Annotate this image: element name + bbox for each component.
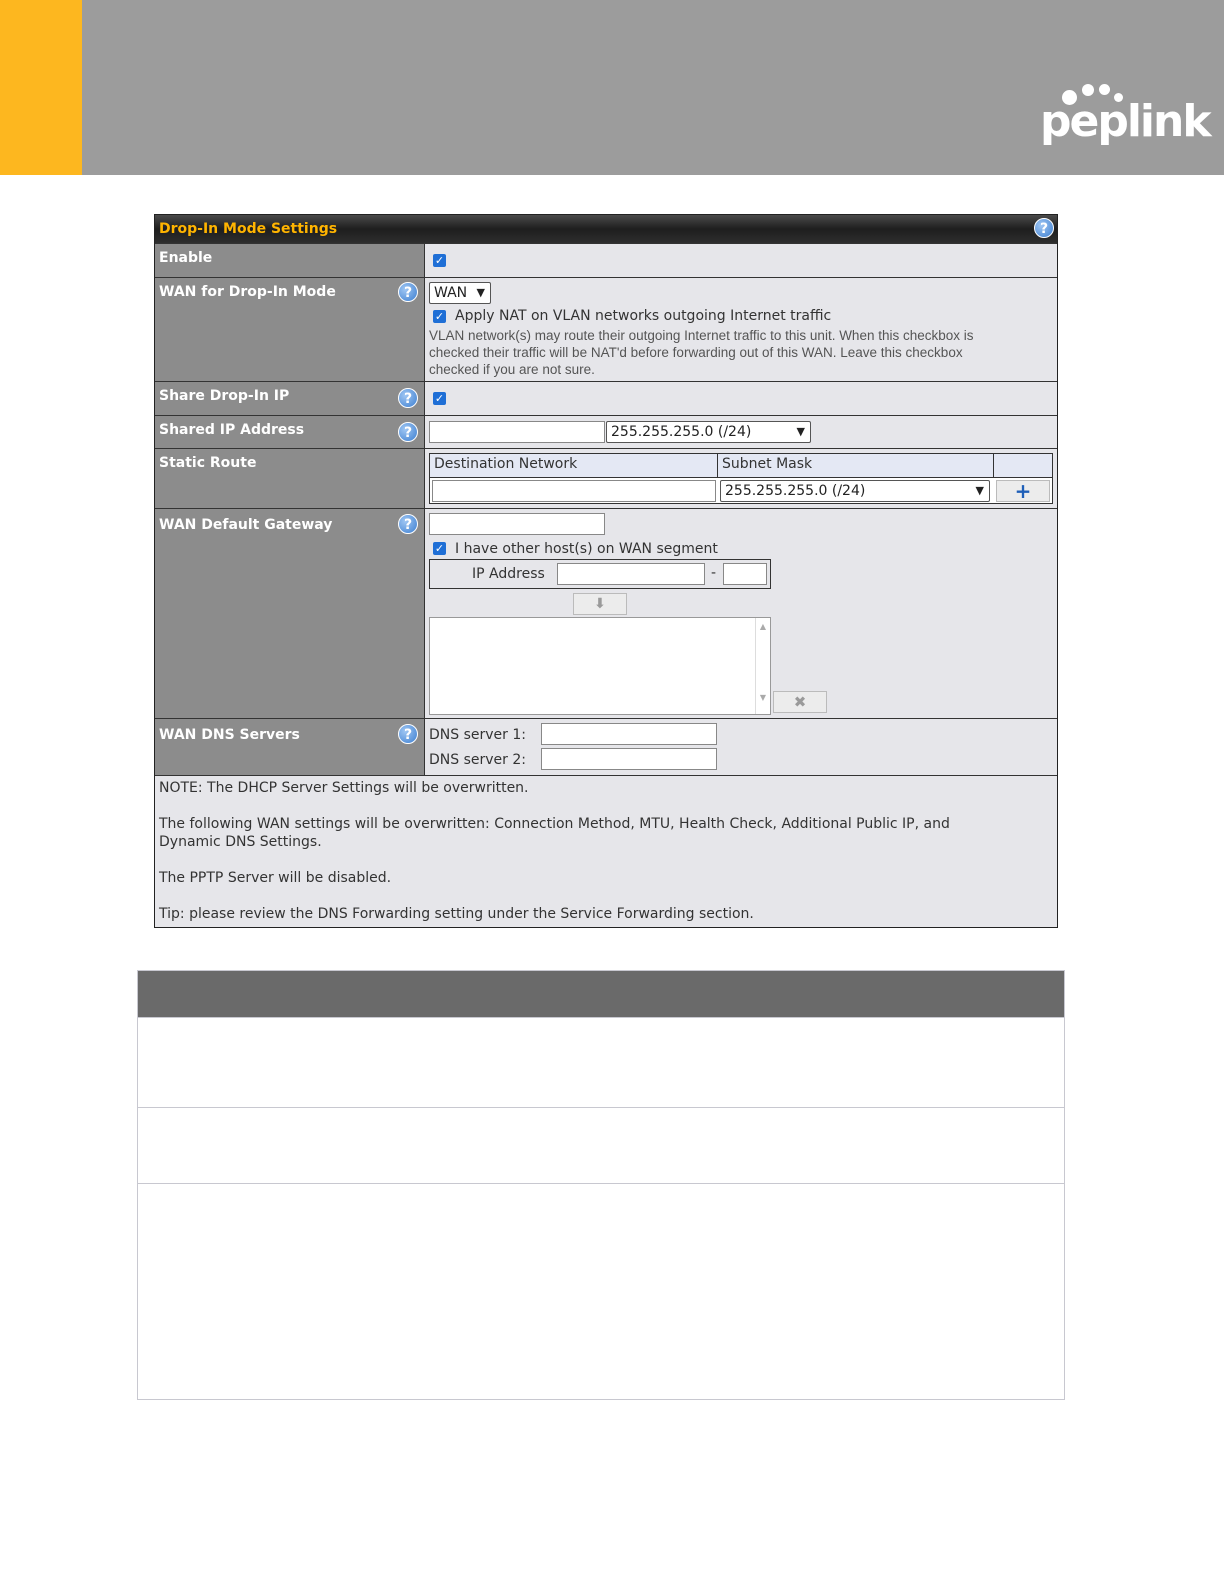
header-accent-strip (0, 0, 82, 175)
nat-checkbox[interactable]: ✓ (434, 310, 445, 323)
close-icon: ✖ (793, 693, 807, 711)
panel-title-text: Drop-In Mode Settings (159, 221, 338, 237)
label-default-gateway: WAN Default Gateway (155, 509, 425, 718)
label-dns: WAN DNS Servers (155, 719, 425, 776)
remove-host-button[interactable] (773, 691, 827, 713)
label-enable: Enable (155, 244, 425, 277)
other-hosts-checkbox[interactable]: ✓ (434, 542, 445, 555)
nat-help-line: checked their traffic will be NAT'd before forwarding out of this WAN. Leave this checkbox (429, 345, 963, 360)
range-separator: - (711, 565, 717, 581)
notes-divider (155, 775, 1057, 776)
panel-title (155, 215, 1057, 243)
shared-ip-mask-select[interactable] (606, 421, 811, 443)
row-share-ip (155, 381, 1057, 415)
dns2-label: DNS server 2: (429, 752, 526, 768)
add-host-button[interactable] (573, 593, 627, 615)
host-list[interactable] (429, 617, 771, 715)
col-action-header (994, 454, 1052, 478)
lower-table (137, 970, 1065, 1400)
dns1-input[interactable] (541, 723, 717, 745)
scroll-down-icon[interactable]: ▼ (759, 693, 767, 702)
logo-dot-icon (1082, 84, 1094, 96)
label-shared-ip: Shared IP Address (155, 416, 425, 448)
row-wan-mode (155, 277, 1057, 381)
note-wan-settings: The following WAN settings will be overwritten: Connection Method, MTU, Health Check, Additional Public IP, and (159, 816, 950, 832)
chevron-down-icon: ▼ (796, 425, 805, 438)
wan-select-value: WAN (434, 285, 468, 301)
ip-address-label: IP Address (472, 566, 545, 582)
label-share-ip: Share Drop-In IP (155, 382, 425, 415)
nat-checkbox-label: Apply NAT on VLAN networks outgoing Internet traffic (455, 308, 832, 324)
help-icon[interactable]: ? (1034, 218, 1054, 238)
note-dhcp: NOTE: The DHCP Server Settings will be overwritten. (159, 780, 529, 796)
note-tip: Tip: please review the DNS Forwarding setting under the Service Forwarding section. (159, 906, 754, 922)
row-dns (155, 718, 1057, 776)
shared-ip-input[interactable] (429, 421, 605, 443)
host-ip-start-input[interactable] (557, 563, 705, 585)
dns2-input[interactable] (541, 748, 717, 770)
lower-table-header (138, 971, 1064, 1017)
add-route-button[interactable]: + (996, 480, 1050, 502)
destination-network-input[interactable] (432, 480, 716, 502)
row-default-gateway (155, 508, 1057, 718)
label-static-route: Static Route (155, 449, 425, 508)
col-mask-header: Subnet Mask (718, 454, 994, 478)
row-static-route (155, 448, 1057, 508)
help-icon[interactable]: ? (398, 282, 418, 302)
static-route-table (429, 453, 1053, 504)
other-hosts-label: I have other host(s) on WAN segment (455, 541, 718, 557)
help-icon[interactable]: ? (398, 388, 418, 408)
col-destination-header: Destination Network (430, 454, 718, 478)
gateway-input[interactable] (429, 513, 605, 535)
help-icon[interactable]: ? (398, 422, 418, 442)
share-ip-checkbox[interactable]: ✓ (434, 392, 445, 405)
shared-ip-mask-value: 255.255.255.0 (/24) (611, 424, 752, 440)
note-pptp: The PPTP Server will be disabled. (159, 870, 392, 886)
host-ip-range (429, 559, 771, 589)
note-wan-settings-cont: Dynamic DNS Settings. (159, 834, 322, 850)
wan-select[interactable] (429, 282, 491, 304)
label-wan-mode: WAN for Drop-In Mode (155, 278, 425, 381)
enable-checkbox[interactable]: ✓ (434, 254, 445, 267)
chevron-down-icon: ▼ (476, 286, 485, 299)
table-row (138, 1107, 1064, 1184)
scrollbar[interactable] (755, 618, 770, 714)
table-row (138, 1183, 1064, 1400)
nat-help-line: checked if you are not sure. (429, 362, 595, 377)
static-route-mask-select[interactable] (720, 480, 990, 502)
row-enable (155, 243, 1057, 277)
row-shared-ip (155, 415, 1057, 448)
drop-in-settings-panel (154, 214, 1058, 928)
chevron-down-icon: ▼ (975, 484, 984, 497)
dns1-label: DNS server 1: (429, 727, 526, 743)
logo-dot-icon (1099, 84, 1110, 95)
scroll-up-icon[interactable]: ▲ (759, 622, 767, 631)
arrow-down-icon: ⬇ (594, 596, 606, 612)
nat-help-line: VLAN network(s) may route their outgoing Internet traffic to this unit. When this checkbox is (429, 328, 974, 343)
help-icon[interactable]: ? (398, 724, 418, 744)
help-icon[interactable]: ? (398, 514, 418, 534)
logo-text: peplink (1040, 96, 1210, 147)
notes-block (159, 779, 1049, 923)
host-ip-end-input[interactable] (723, 563, 767, 585)
table-row (138, 1017, 1064, 1108)
static-route-mask-value: 255.255.255.0 (/24) (725, 483, 866, 499)
peplink-logo (1040, 76, 1210, 156)
